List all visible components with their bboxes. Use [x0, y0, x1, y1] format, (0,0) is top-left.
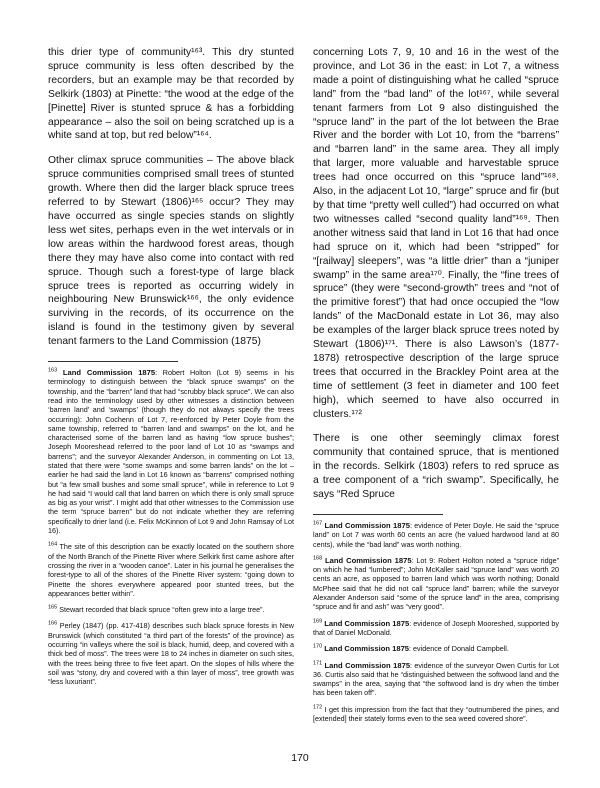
footnote-divider: [48, 361, 178, 362]
footnote-number: 169: [313, 618, 323, 625]
footnote-text: : evidence of Peter Doyle. He said the “spruce land” on Lot 7 was worth 60 cents an acre (he valued hardwood land at 80 cents), while the “bad land” was worth nothing.: [313, 521, 560, 549]
footnote-source: Land Commission 1875: [324, 618, 410, 628]
left-column: [48, 46, 294, 694]
footnote-169: [313, 619, 559, 638]
body-paragraph: There is one other seemingly climax forest community that contained spruce, that is mentioned in the records. Selkirk (1803) refers to red spruce as a tree component of a “rich swamp”. Specifically, he says “Red Spruce: [313, 433, 559, 501]
footnote-166: [48, 621, 294, 686]
footnote-163: [48, 368, 294, 535]
footnote-number: 165: [48, 604, 58, 611]
page-number: 170: [291, 752, 309, 764]
footnote-source: Land Commission 1875: [324, 521, 410, 530]
footnote-source: Land Commission 1875: [324, 644, 410, 654]
footnote-text: Perley (1847) (pp. 417-418) describes such black spruce forests in New Brunswick (which constituted “a third part of the forests” of the province) as occurring “in valleys where the soil is black, humid, deep, and covered with a thick bed of moss”. The trees were 18 to 24 inches in diameter on such sites, with the trees being three to five feet apart. On the slopes of hills where the soil was “stony, dry and covered with a thin layer of moss”, tree growth was “less luxuriant”.: [48, 621, 294, 687]
footnote-number: 164: [48, 541, 58, 548]
footnote-source: Land Commission 1875: [62, 368, 156, 378]
footnote-source: Land Commission 1875: [324, 660, 411, 670]
footnote-number: 168: [313, 555, 323, 562]
footnote-164: [48, 542, 294, 598]
footnote-text: : Robert Holton (Lot 9) seems in his terminology to distinguish between the “black spruce swamps” on the township, and the “barren” land that had “scrubby black spruce”. We can also read into the terminology used by other witnesses a distinction between ‘barren land’ and ‘swamps’ (though they do not always specify the trees occurring): John Cochenn of Lot 7, re-enforced by Peter Doyle from the same township, referred to “barren land and swamps” on the lot, and he characterised some of the barren land as having “low spruce bushes”; Joseph Mooreshead referred to the poor land of Lot 10 as “swamps and barrens”; and the surveyor Alexander Anderson, in commenting on Lot 13, stated that there were “some swamps and some barren lands” on the lot – earlier he had said the land in Lot 16 known as “barrens” comprised nothing but “a few small bushes and some small spruce”, while in reference to Lot 9 he had said “I would call that land barren on which there is only small spruce as big as your wrist”. I might add that other witnesses to the Commission use the term “spruce barren” but do not indicate whether they are referring specifically to drier land (i.e. Felix McKinnon of Lot 9 and John Ramsay of Lot 16).: [48, 368, 295, 536]
footnote-number: 172: [313, 704, 323, 711]
footnote-text: : Lot 9: Robert Holton noted a “spruce ridge” on which he had “lumbered”; John McKaller said “spruce land” was worth 20 cents an acre, as opposed to barren land which was worth nothing; Donald McPhee said that he did not call “spruce land” barren; while the surveyor Alexander Anderson said “some of the spruce land” in the area, comprising “spruce and fir and ash” was “very good”.: [313, 555, 560, 612]
right-column: [313, 46, 559, 730]
footnote-168: [313, 556, 559, 612]
footnote-text: I get this impression from the fact that they “outnumbered the pines, and [extended] their stately forms even to the sea weed covered shore”.: [313, 704, 559, 724]
footnote-text: : evidence of the surveyor Owen Curtis for Lot 36. Curtis also said that he “distinguished between the softwood land and the swamps” in the area, saying that “the softwood land is dry when the timber has been taken off”.: [313, 660, 559, 698]
footnote-172: [313, 705, 559, 724]
footnote-167: [313, 521, 559, 549]
footnote-165: [48, 605, 294, 614]
footnote-text: The site of this description can be exactly located on the southern shore of the North Branch of the Pinette River where Selkirk first came ashore after crossing the river in a “wooden canoe”. Later in his journal he generalises the forest-type to all of the shores of the Pinette River system: “going down to Pinette the shores everywhere appeared poor stunted trees, but the appearances better within”.: [48, 542, 294, 598]
footnote-number: 163: [48, 367, 58, 374]
footnote-number: 171: [313, 660, 323, 667]
footnote-170: [313, 644, 559, 653]
footnote-number: 167: [313, 520, 323, 527]
footnote-text: : evidence of Donald Campbell.: [409, 644, 509, 654]
footnote-text: Stewart recorded that black spruce “often grew into a large tree”.: [59, 605, 265, 615]
footnote-number: 170: [313, 643, 323, 650]
body-paragraph: Other climax spruce communities – The above black spruce communities comprised small trees of stunted growth. Where then did the larger black spruce trees referred to by Stewart (1806)¹⁶⁵ occur? They may have occurred as single species stands on slightly less wet sites, perhaps even in the wet intervals or in low areas within the hardwood forest areas, though there they may have also come into contact with red spruce. Though such a forest-type of large black spruce trees is reported as occurring widely in neighbouring New Brunswick¹⁶⁶, the only evidence surviving in the records, of its occurrence on the island is found in the testimony given by several tenant farmers to the Land Commission (1875): [48, 155, 294, 348]
footnote-divider: [313, 514, 443, 515]
footnote-source: Land Commission 1875: [325, 555, 412, 565]
body-paragraph: this drier type of community¹⁶³. This dry stunted spruce community is less often described by the recorders, but an example may be that recorded by Selkirk (1803) at Pinette: “the wood at the edge of the [Pinette] River is stunted spruce & has a forbidding appearance – also the soil on being scratched up is a white sand at top, but red below”¹⁶⁴.: [48, 47, 294, 142]
body-paragraph: concerning Lots 7, 9, 10 and 16 in the west of the province, and Lot 36 in the east: in Lot 7, a witness made a point of distinguishing what he called “spruce land” from the “bad land” of the lot¹⁶⁷, while several tenant farmers from Lot 9 also distinguished the “spruce land” in the part of the lot between the Brae River and the border with Lot 10, from the “barrens” and “barren land” in the same area. They all imply that larger, more valuable and harvestable spruce trees had once occurred on this “spruce land”¹⁶⁸. Also, in the adjacent Lot 10, “large” spruce and fir (but by that time “pretty well culled”) had occurred on what two witnesses called “second quality land”¹⁶⁹. Then another witness said that land in Lot 16 that had once had spruce on it, which had been “stripped” for “[railway] sleepers”, was “a little drier” than a “juniper swamp” in the same area¹⁷⁰. Finally, the “fine trees of spruce” (they were “second-growth” trees and “not of the primitive forest”) that had once occupied the “low lands” of the MacDonald estate in Lot 36, may also be examples of the larger black spruce trees noted by Stewart (1806)¹⁷¹. There is also Lawson’s (1877-1878) retrospective description of the large spruce trees that occurred in the Brackley Point area at the time of settlement (3 feet in diameter and 100 feet high), which seemed to have also occurred in clusters.¹⁷²: [313, 47, 559, 420]
footnote-171: [313, 661, 559, 698]
footnote-text: : evidence of Joseph Mooreshed, supported by that of Daniel McDonald.: [313, 618, 560, 637]
footnote-number: 166: [48, 621, 58, 628]
